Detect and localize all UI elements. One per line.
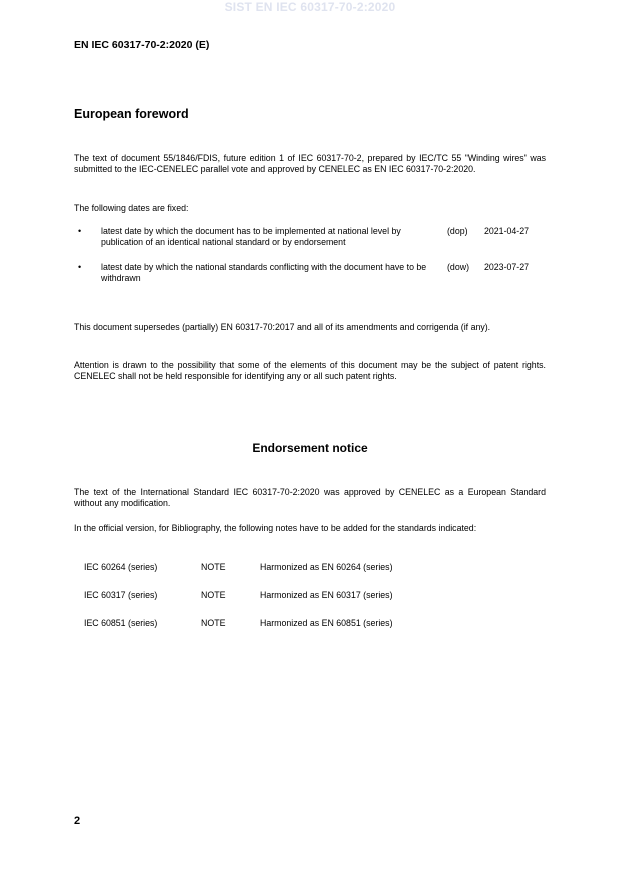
supersedes-paragraph: This document supersedes (partially) EN 60317-70:2017 and all of its amendments and corrigenda (if any).: [74, 322, 491, 332]
note-row: [84, 590, 484, 602]
foreword-paragraph-1: The text of document 55/1846/FDIS, future edition 1 of IEC 60317-70-2, prepared by IEC/TC 55 "Winding wires" was submitted to the IEC-CENELEC parallel vote and approved by CENELEC as EN IEC 60317-70-2:2020.: [74, 153, 546, 174]
note-text: Harmonized as EN 60317 (series): [260, 590, 393, 600]
note-label: NOTE: [201, 590, 226, 600]
patent-paragraph: Attention is drawn to the possibility that some of the elements of this document may be the subject of patent rights. CENELEC shall not be held responsible for identifying any or all such patent rights.: [74, 360, 546, 381]
note-row: [84, 562, 484, 574]
note-label: NOTE: [201, 618, 226, 628]
date-item-dop: [0, 226, 620, 250]
bullet-icon: •: [78, 262, 82, 272]
endorsement-paragraph-1: The text of the International Standard IEC 60317-70-2:2020 was approved by CENELEC as a European Standard without any modification.: [74, 487, 546, 508]
document-id: EN IEC 60317-70-2:2020 (E): [74, 39, 210, 51]
note-row: [84, 618, 484, 630]
watermark: SIST EN IEC 60317-70-2:2020: [224, 0, 396, 14]
note-standard: IEC 60317 (series): [84, 590, 158, 600]
note-standard: IEC 60264 (series): [84, 562, 158, 572]
foreword-title: European foreword: [74, 107, 189, 121]
date-item-dow: [0, 262, 620, 286]
bullet-icon: •: [78, 226, 82, 236]
date-item-date: 2023-07-27: [484, 262, 529, 272]
dates-intro: The following dates are fixed:: [74, 203, 189, 213]
date-item-text: latest date by which the national standards conflicting with the document have to be withdrawn: [101, 262, 427, 283]
note-text: Harmonized as EN 60264 (series): [260, 562, 393, 572]
note-label: NOTE: [201, 562, 226, 572]
note-standard: IEC 60851 (series): [84, 618, 158, 628]
endorsement-paragraph-2: In the official version, for Bibliography, the following notes have to be added for the standards indicated:: [74, 523, 477, 533]
date-item-date: 2021-04-27: [484, 226, 529, 236]
date-item-abbr: (dop): [447, 226, 468, 236]
endorsement-title: Endorsement notice: [252, 441, 368, 455]
note-text: Harmonized as EN 60851 (series): [260, 618, 393, 628]
page-number: 2: [74, 815, 81, 827]
date-item-abbr: (dow): [447, 262, 469, 272]
date-item-text: latest date by which the document has to be implemented at national level by publication of an identical national standard or by endorsement: [101, 226, 401, 247]
